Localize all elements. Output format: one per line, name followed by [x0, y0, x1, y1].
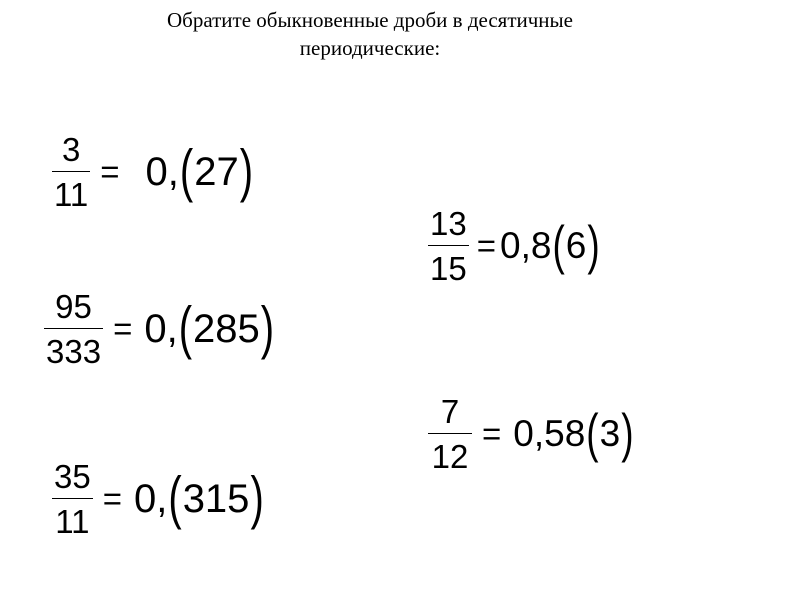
fraction-bar — [428, 245, 469, 246]
equals-sign: = — [476, 227, 496, 264]
equals-sign: = — [102, 480, 122, 517]
task-title — [0, 6, 740, 62]
equals-sign: = — [113, 310, 133, 347]
numerator: 35 — [54, 458, 91, 495]
repeating-period: 3 — [599, 413, 621, 454]
open-parenthesis: ( — [586, 403, 599, 463]
whole-part: 0, — [500, 225, 531, 266]
fraction — [44, 290, 103, 368]
denominator: 11 — [55, 503, 90, 540]
equals-sign: = — [482, 415, 502, 452]
periodic-decimal — [500, 215, 601, 275]
close-parenthesis: ) — [260, 296, 275, 361]
close-parenthesis: ) — [250, 466, 264, 531]
close-parenthesis: ) — [587, 215, 600, 275]
task-title-line-1: Обратите обыкновенные дроби в десятичные — [167, 8, 573, 32]
fraction — [428, 207, 469, 285]
open-parenthesis: ( — [179, 139, 194, 204]
equation-13-15 — [428, 207, 601, 285]
numerator: 7 — [440, 393, 460, 430]
close-parenthesis: ) — [239, 139, 254, 204]
periodic-decimal — [134, 466, 265, 531]
non-repeating-digits: 58 — [544, 413, 586, 454]
whole-part: 0, — [134, 476, 168, 521]
fraction-bar — [52, 498, 93, 499]
equation-95-333 — [44, 290, 275, 368]
periodic-decimal — [145, 139, 255, 204]
fraction — [428, 395, 472, 473]
fraction-bar — [44, 328, 103, 329]
equals-sign: = — [100, 153, 120, 190]
close-parenthesis: ) — [621, 403, 634, 463]
open-parenthesis: ( — [552, 215, 565, 275]
denominator: 333 — [46, 333, 102, 370]
whole-part: 0, — [513, 413, 545, 454]
fraction-bar — [52, 171, 90, 172]
non-repeating-digits: 8 — [530, 225, 552, 266]
whole-part: 0, — [144, 306, 178, 351]
numerator: 3 — [61, 131, 81, 168]
open-parenthesis: ( — [168, 466, 182, 531]
task-title-line-2: периодические: — [299, 36, 441, 60]
periodic-decimal — [144, 296, 275, 361]
equation-35-11 — [52, 460, 265, 538]
repeating-period: 285 — [193, 306, 260, 351]
numerator: 95 — [55, 288, 92, 325]
repeating-period: 27 — [194, 149, 239, 194]
denominator: 15 — [430, 250, 467, 287]
numerator: 13 — [430, 205, 467, 242]
whole-part: 0, — [145, 149, 179, 194]
periodic-decimal — [513, 403, 634, 463]
repeating-period: 6 — [565, 225, 587, 266]
denominator: 12 — [431, 438, 469, 475]
equation-7-12 — [428, 395, 635, 473]
open-parenthesis: ( — [178, 296, 193, 361]
repeating-period: 315 — [182, 476, 250, 521]
fraction-bar — [428, 433, 472, 434]
equation-3-11 — [52, 133, 254, 211]
fraction — [52, 460, 93, 538]
denominator: 11 — [54, 176, 89, 213]
fraction — [52, 133, 90, 211]
